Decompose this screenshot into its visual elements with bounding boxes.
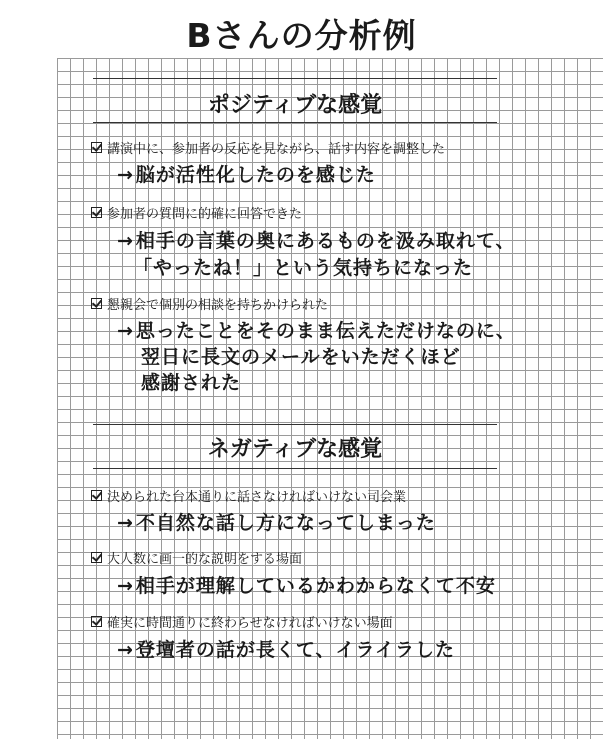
checkbox-checked-icon bbox=[91, 490, 102, 501]
section-rule-bottom bbox=[93, 468, 497, 469]
result-line: → 相手の言葉の奥にあるものを汲み取れて、 bbox=[117, 230, 516, 252]
checklist-item bbox=[91, 138, 445, 157]
item-text: 懇親会で個別の相談を持ちかけられた bbox=[107, 298, 329, 313]
result-line: → 脳が活性化したのを感じた bbox=[117, 164, 376, 186]
checkbox-checked-icon bbox=[91, 142, 102, 153]
checklist-item bbox=[91, 612, 393, 631]
checkbox-checked-icon bbox=[91, 552, 102, 563]
result-line: → 相手が理解しているかわからなくて不安 bbox=[117, 575, 496, 597]
result-line: 感謝された bbox=[141, 372, 242, 394]
checkbox-checked-icon bbox=[91, 616, 102, 627]
arrow-icon: → bbox=[117, 164, 134, 186]
result-line: → 登壇者の話が長くて、イライラした bbox=[117, 639, 455, 661]
checklist-item bbox=[91, 294, 328, 313]
item-text: 参加者の質問に的確に回答できた bbox=[107, 207, 303, 222]
negative-heading: ネガティブな感覚 bbox=[207, 437, 383, 462]
arrow-icon: → bbox=[117, 575, 134, 597]
checklist-item bbox=[91, 203, 302, 222]
checkbox-checked-icon bbox=[91, 207, 102, 218]
arrow-icon: → bbox=[117, 639, 134, 661]
result-line: → 不自然な話し方になってしまった bbox=[117, 512, 436, 534]
item-text: 大人数に画一的な説明をする場面 bbox=[107, 552, 303, 567]
item-text: 講演中に、参加者の反応を見ながら、話す内容を調整した bbox=[107, 142, 446, 157]
arrow-icon: → bbox=[117, 512, 134, 534]
item-text: 確実に時間通りに終わらせなければいけない場面 bbox=[107, 616, 393, 631]
item-text: 決められた台本通りに話さなければいけない司会業 bbox=[107, 490, 407, 505]
checkbox-checked-icon bbox=[91, 298, 102, 309]
section-rule-top bbox=[93, 424, 497, 425]
checklist-item bbox=[91, 548, 302, 567]
section-rule-bottom bbox=[93, 122, 497, 123]
positive-heading: ポジティブな感覚 bbox=[207, 93, 383, 118]
arrow-icon: → bbox=[117, 320, 134, 342]
checklist-item bbox=[91, 486, 406, 505]
page-title: Bさんの分析例 bbox=[186, 16, 417, 55]
section-rule-top bbox=[93, 78, 497, 79]
result-line: 「やったね！」という気持ちになった bbox=[133, 257, 474, 279]
arrow-icon: → bbox=[117, 230, 134, 252]
result-line: 翌日に長文のメールをいただくほど bbox=[141, 346, 461, 368]
result-line: → 思ったことをそのまま伝えただけなのに、 bbox=[117, 320, 516, 342]
